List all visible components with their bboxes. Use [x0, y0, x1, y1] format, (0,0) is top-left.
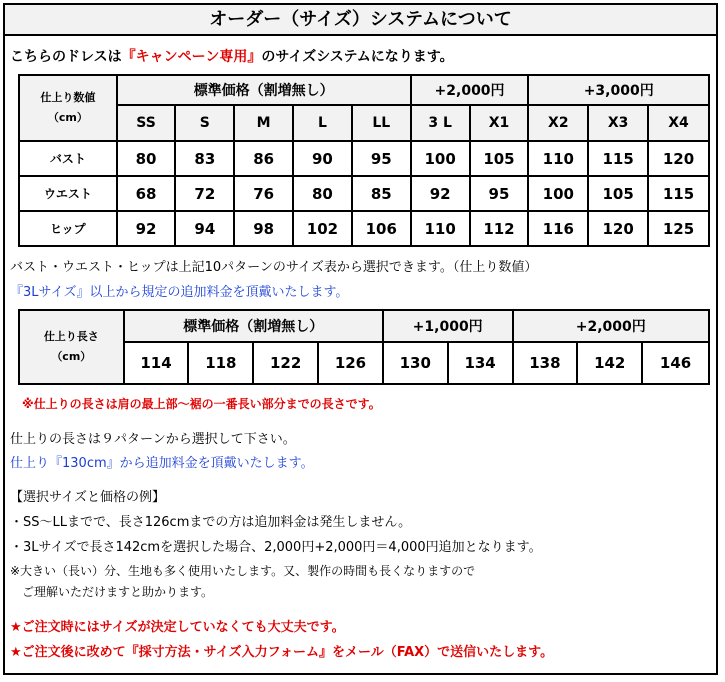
- size-table-corner-label: 仕上り数値: [40, 91, 96, 104]
- row-label-waist: ウエスト: [19, 176, 117, 211]
- row-label-bust: バスト: [19, 141, 117, 176]
- size-table-corner-unit: （cm）: [47, 111, 88, 124]
- table-cell: 94: [175, 211, 234, 246]
- table-cell: 116: [528, 211, 588, 246]
- table-cell: 110: [411, 211, 470, 246]
- page-title: オーダー（サイズ）システムについて: [3, 3, 718, 36]
- size-table: [18, 74, 710, 247]
- table-cell: 138: [513, 342, 578, 384]
- table-cell: 120: [648, 141, 709, 176]
- table-cell: 105: [470, 141, 529, 176]
- table-cell: 92: [117, 211, 176, 246]
- size-note: バスト・ウエスト・ヒップは上記10パターンのサイズ表から選択できます。（仕上り数値）: [10, 260, 538, 275]
- length-note: 仕上りの長さは９パターンから選択して下さい。: [10, 432, 296, 447]
- table-cell: 83: [175, 141, 234, 176]
- table-row: [19, 141, 709, 176]
- size-group-plus3000: +3,000円: [528, 75, 709, 105]
- table-cell: 125: [648, 211, 709, 246]
- intro-highlight: 『キャンペーン専用』: [121, 49, 262, 65]
- length-table: [18, 309, 710, 385]
- size-label: X3: [588, 105, 648, 141]
- table-row: [19, 211, 709, 246]
- table-cell: 95: [352, 141, 411, 176]
- star-note: ★ご注文後に改めて『採寸方法・サイズ入力フォーム』をメール（FAX）で送信いたします。: [10, 645, 554, 660]
- table-cell: 114: [124, 342, 189, 384]
- table-cell: 86: [234, 141, 293, 176]
- star-note: ★ご注文時にはサイズが決定していなくても大丈夫です。: [10, 620, 345, 635]
- table-cell: 76: [234, 176, 293, 211]
- table-cell: 142: [577, 342, 642, 384]
- size-label: X2: [528, 105, 588, 141]
- table-cell: 100: [411, 141, 470, 176]
- notice-line: ご理解いただけますと助かります。: [22, 585, 214, 599]
- table-cell: 102: [293, 211, 352, 246]
- table-cell: 92: [411, 176, 470, 211]
- table-cell: 126: [318, 342, 383, 384]
- intro-prefix: こちらのドレスは: [10, 49, 122, 65]
- table-cell: 110: [528, 141, 588, 176]
- size-group-standard: 標準価格（割増無し）: [117, 75, 411, 105]
- row-label-hip: ヒップ: [19, 211, 117, 246]
- length-table-corner: [19, 310, 124, 384]
- table-cell: 134: [448, 342, 513, 384]
- table-cell: 146: [642, 342, 709, 384]
- examples-heading: 【選択サイズと価格の例】: [10, 490, 165, 505]
- table-cell: 90: [293, 141, 352, 176]
- table-cell: 130: [383, 342, 448, 384]
- table-cell: 80: [293, 176, 352, 211]
- intro-line: [10, 46, 454, 66]
- example-item: ・3Lサイズで長さ142cmを選択した場合、2,000円+2,000円＝4,000円追加となります。: [10, 540, 542, 555]
- table-cell: 118: [188, 342, 253, 384]
- length-table-corner-label: 仕上り長さ: [43, 330, 99, 343]
- length-table-corner-unit: （cm）: [51, 350, 92, 363]
- size-label: SS: [117, 105, 176, 141]
- size-label: S: [175, 105, 234, 141]
- size-label: M: [234, 105, 293, 141]
- table-cell: 80: [117, 141, 176, 176]
- size-group-plus2000: +2,000円: [411, 75, 529, 105]
- size-label: X4: [648, 105, 709, 141]
- size-surcharge-note: 『3Lサイズ』以上から規定の追加料金を頂戴いたします。: [10, 285, 349, 300]
- length-group-standard: 標準価格（割増無し）: [124, 310, 383, 342]
- size-label: X1: [470, 105, 529, 141]
- table-row: [19, 176, 709, 211]
- table-cell: 68: [117, 176, 176, 211]
- table-cell: 122: [253, 342, 318, 384]
- length-group-plus1000: +1,000円: [383, 310, 513, 342]
- table-cell: 98: [234, 211, 293, 246]
- length-footnote: ※仕上りの長さは肩の最上部〜裾の一番長い部分までの長さです。: [22, 397, 381, 411]
- size-table-corner: [19, 75, 117, 141]
- size-label: L: [293, 105, 352, 141]
- size-label: 3 L: [411, 105, 470, 141]
- length-group-plus2000: +2,000円: [513, 310, 710, 342]
- table-cell: 72: [175, 176, 234, 211]
- table-cell: 85: [352, 176, 411, 211]
- table-cell: 105: [588, 176, 648, 211]
- table-cell: 115: [588, 141, 648, 176]
- size-label: LL: [352, 105, 411, 141]
- table-cell: 120: [588, 211, 648, 246]
- notice-line: ※大きい（長い）分、生地も多く使用いたします。又、製作の時間も長くなりますので: [10, 564, 476, 578]
- table-cell: 115: [648, 176, 709, 211]
- table-cell: 95: [470, 176, 529, 211]
- example-item: ・SS〜LLまでで、長さ126cmまでの方は追加料金は発生しません。: [10, 515, 412, 530]
- length-surcharge-note: 仕上り『130cm』から追加料金を頂戴いたします。: [10, 456, 314, 471]
- table-cell: 112: [470, 211, 529, 246]
- table-cell: 106: [352, 211, 411, 246]
- intro-suffix: のサイズシステムになります。: [261, 49, 454, 65]
- table-cell: 100: [528, 176, 588, 211]
